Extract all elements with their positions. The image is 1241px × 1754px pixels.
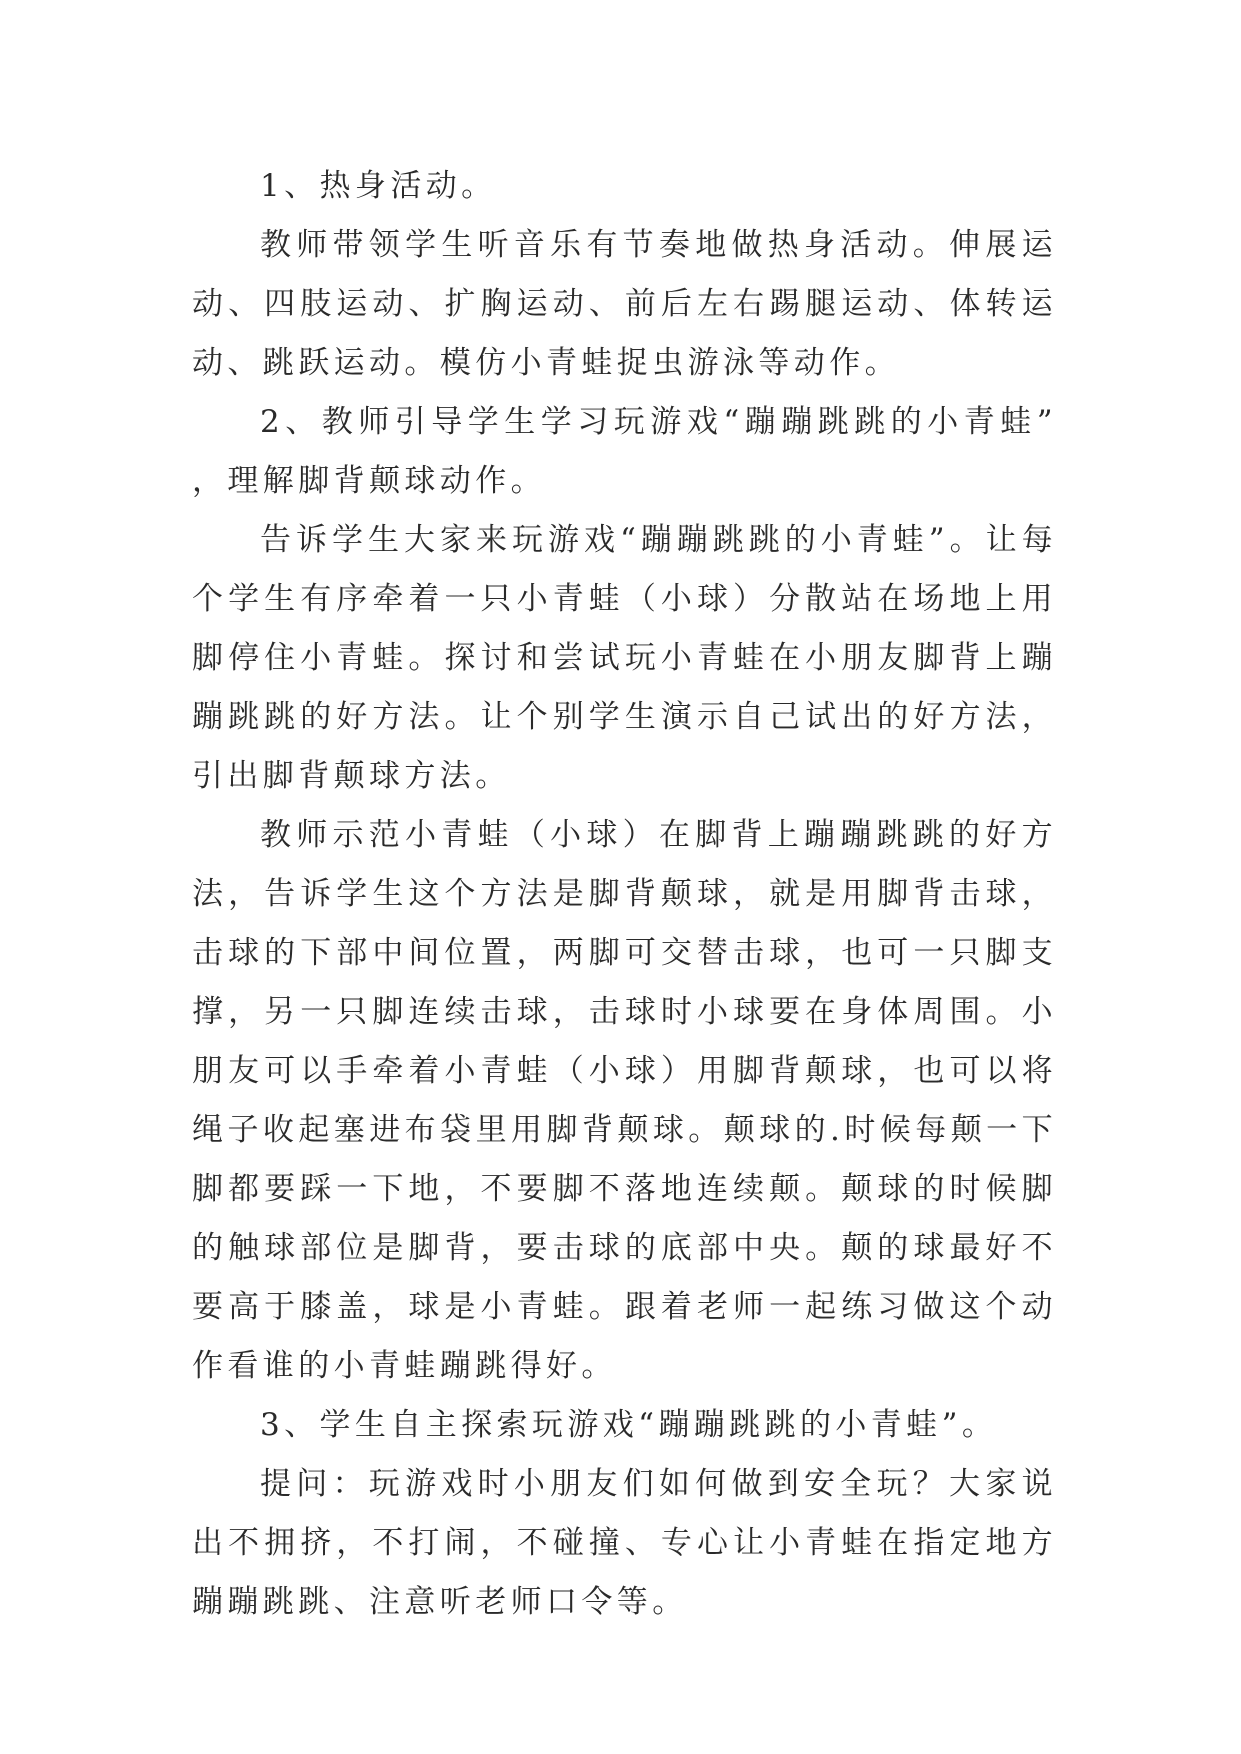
paragraph-safety-question: 提问：玩游戏时小朋友们如何做到安全玩？大家说出不拥挤，不打闹，不碰撞、专心让小青蛙在指定地方蹦蹦跳跳、注意听老师口令等。 xyxy=(192,1466,1057,1620)
section-heading-self-exploration: 3、学生自主探索玩游戏“蹦蹦跳跳的小青蛙”。 xyxy=(260,1407,998,1443)
paragraph-game-introduction: 告诉学生大家来玩游戏“蹦蹦跳跳的小青蛙”。让每个学生有序牵着一只小青蛙（小球）分散站在场地上用脚停住小青蛙。探讨和尝试玩小青蛙在小朋友脚背上蹦蹦跳跳的好方法。让个别学生演示自己试出的好方法，引出脚背颠球方法。 xyxy=(192,522,1057,794)
paragraph-warmup-description: 教师带领学生听音乐有节奏地做热身活动。伸展运动、四肢运动、扩胸运动、前后左右踢腿运动、体转运动、跳跃运动。模仿小青蛙捉虫游泳等动作。 xyxy=(192,227,1057,381)
document-body xyxy=(192,157,1057,1632)
section-heading-warmup: 1、热身活动。 xyxy=(260,168,497,204)
section-heading-game-guidance: 2、教师引导学生学习玩游戏“蹦蹦跳跳的小青蛙”，理解脚背颠球动作。 xyxy=(192,404,1057,499)
paragraph-teacher-demonstration: 教师示范小青蛙（小球）在脚背上蹦蹦跳跳的好方法，告诉学生这个方法是脚背颠球，就是用脚背击球，击球的下部中间位置，两脚可交替击球，也可一只脚支撑，另一只脚连续击球，击球时小球要在身体周围。小朋友可以手牵着小青蛙（小球）用脚背颠球，也可以将绳子收起塞进布袋里用脚背颠球。颠球的.时候每颠一下脚都要踩一下地，不要脚不落地连续颠。颠球的时候脚的触球部位是脚背，要击球的底部中央。颠的球最好不要高于膝盖，球是小青蛙。跟着老师一起练习做这个动作看谁的小青蛙蹦跳得好。 xyxy=(192,817,1057,1384)
